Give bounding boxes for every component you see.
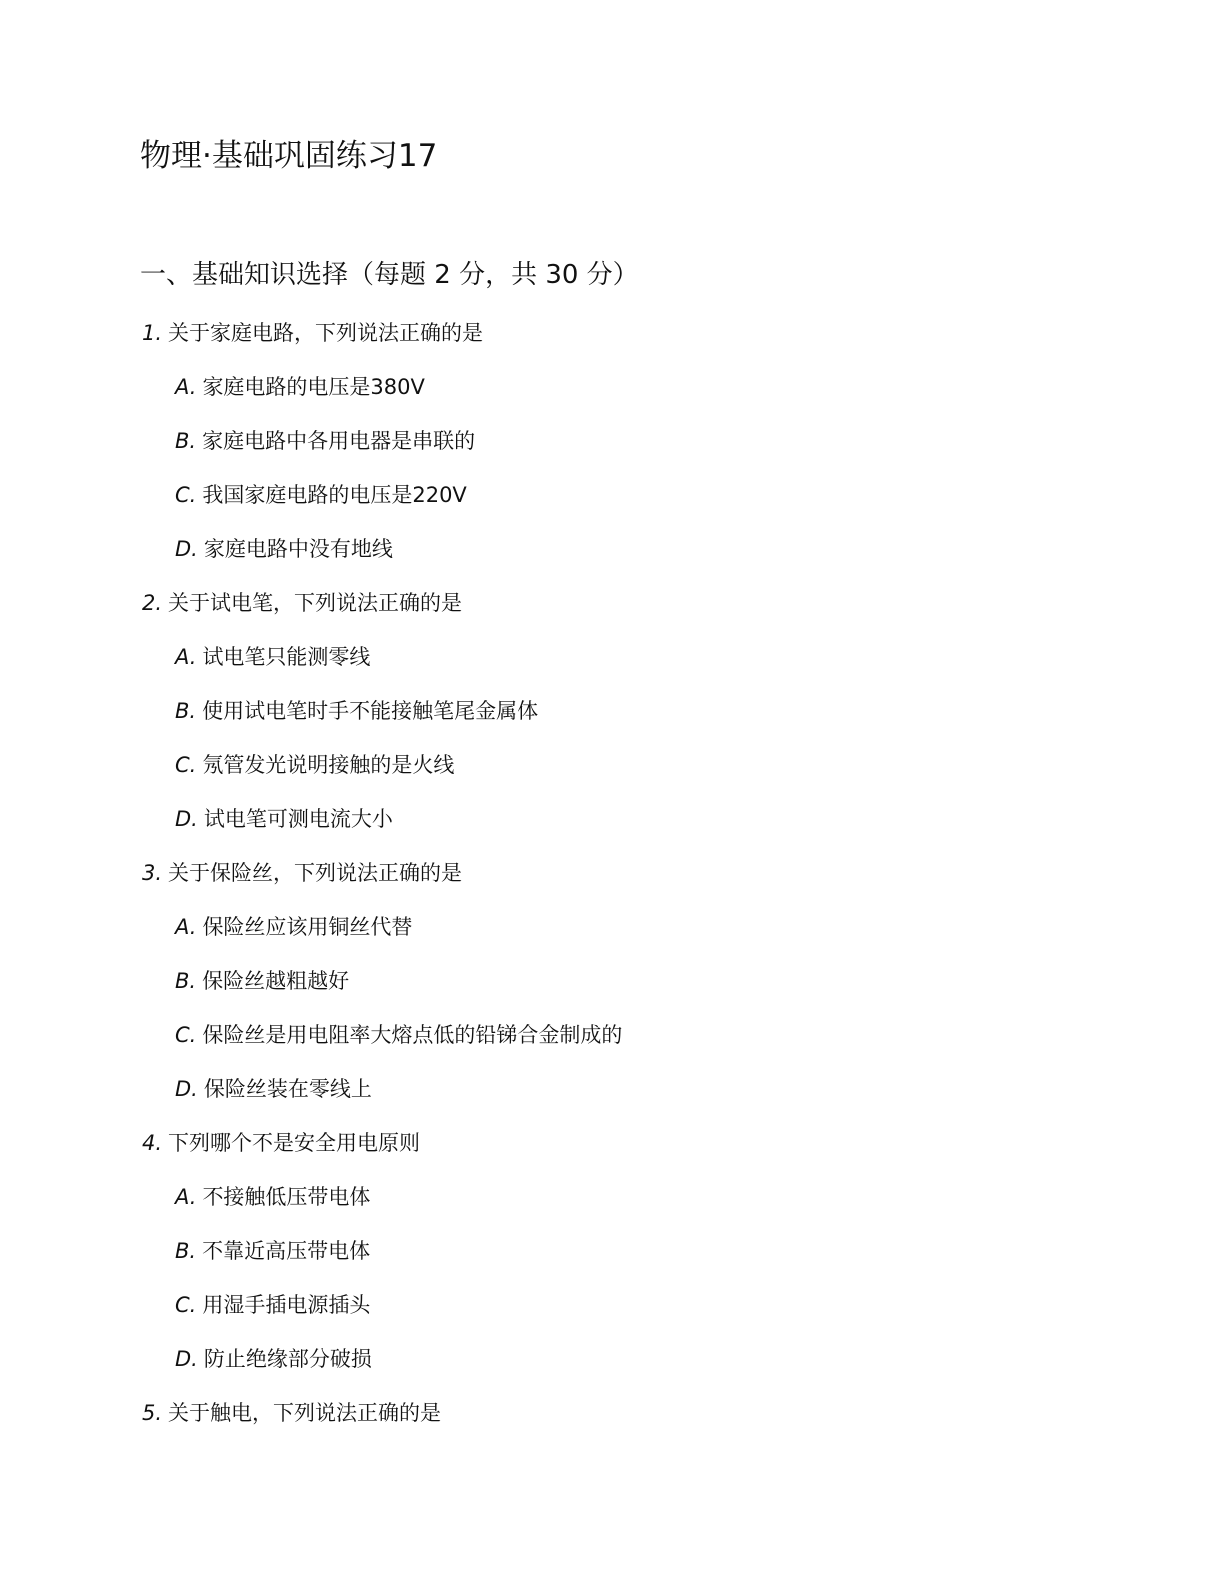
question-3: [142, 858, 462, 888]
option-text: 保险丝装在零线上: [203, 1077, 372, 1101]
question-text: 关于保险丝，下列说法正确的是: [168, 861, 463, 885]
option-3-d: [175, 1074, 372, 1104]
question-number: 1.: [142, 321, 163, 345]
option-text: 用湿手插电源插头: [202, 1293, 371, 1317]
option-letter: C.: [175, 1023, 197, 1047]
option-text: 不靠近高压带电体: [202, 1239, 371, 1263]
option-2-a: [175, 642, 370, 672]
option-2-c: [175, 750, 454, 780]
question-text: 关于家庭电路，下列说法正确的是: [168, 321, 484, 345]
question-5: [142, 1398, 441, 1428]
option-letter: D.: [175, 1347, 198, 1371]
question-number: 4.: [142, 1131, 163, 1155]
option-text: 防止绝缘部分破损: [203, 1347, 372, 1371]
option-letter: B.: [175, 969, 197, 993]
option-2-b: [175, 696, 538, 726]
option-text: 试电笔可测电流大小: [203, 807, 393, 831]
option-3-a: [175, 912, 412, 942]
option-4-d: [175, 1344, 372, 1374]
page-title: 物理·基础巩固练习17: [140, 138, 438, 174]
option-text: 使用试电笔时手不能接触笔尾金属体: [202, 699, 539, 723]
option-text: 家庭电路中各用电器是串联的: [202, 429, 476, 453]
option-1-d: [175, 534, 393, 564]
question-4: [142, 1128, 420, 1158]
option-letter: D.: [175, 537, 198, 561]
option-1-a: [175, 372, 425, 402]
option-letter: D.: [175, 1077, 198, 1101]
option-text: 不接触低压带电体: [202, 1185, 371, 1209]
question-text: 下列哪个不是安全用电原则: [168, 1131, 421, 1155]
option-letter: C.: [175, 753, 197, 777]
option-text: 家庭电路的电压是380V: [202, 375, 425, 399]
option-3-b: [175, 966, 349, 996]
option-letter: B.: [175, 1239, 197, 1263]
option-2-d: [175, 804, 393, 834]
option-letter: B.: [175, 699, 197, 723]
option-text: 保险丝是用电阻率大熔点低的铅锑合金制成的: [202, 1023, 623, 1047]
question-text: 关于试电笔，下列说法正确的是: [168, 591, 463, 615]
question-text: 关于触电，下列说法正确的是: [168, 1401, 442, 1425]
option-1-c: [175, 480, 467, 510]
question-1: [142, 318, 483, 348]
option-text: 我国家庭电路的电压是220V: [202, 483, 467, 507]
question-2: [142, 588, 462, 618]
option-letter: A.: [175, 1185, 197, 1209]
option-4-c: [175, 1290, 370, 1320]
section-heading: 一、基础知识选择（每题 2 分，共 30 分）: [140, 260, 639, 290]
option-1-b: [175, 426, 475, 456]
option-text: 保险丝越粗越好: [202, 969, 350, 993]
question-number: 2.: [142, 591, 163, 615]
question-number: 5.: [142, 1401, 163, 1425]
option-letter: A.: [175, 645, 197, 669]
option-letter: C.: [175, 483, 197, 507]
option-4-b: [175, 1236, 370, 1266]
option-4-a: [175, 1182, 370, 1212]
option-text: 家庭电路中没有地线: [203, 537, 393, 561]
option-letter: A.: [175, 375, 197, 399]
option-letter: C.: [175, 1293, 197, 1317]
option-letter: B.: [175, 429, 197, 453]
option-3-c: [175, 1020, 622, 1050]
question-number: 3.: [142, 861, 163, 885]
option-letter: A.: [175, 915, 197, 939]
option-letter: D.: [175, 807, 198, 831]
option-text: 试电笔只能测零线: [202, 645, 371, 669]
option-text: 氖管发光说明接触的是火线: [202, 753, 455, 777]
option-text: 保险丝应该用铜丝代替: [202, 915, 413, 939]
